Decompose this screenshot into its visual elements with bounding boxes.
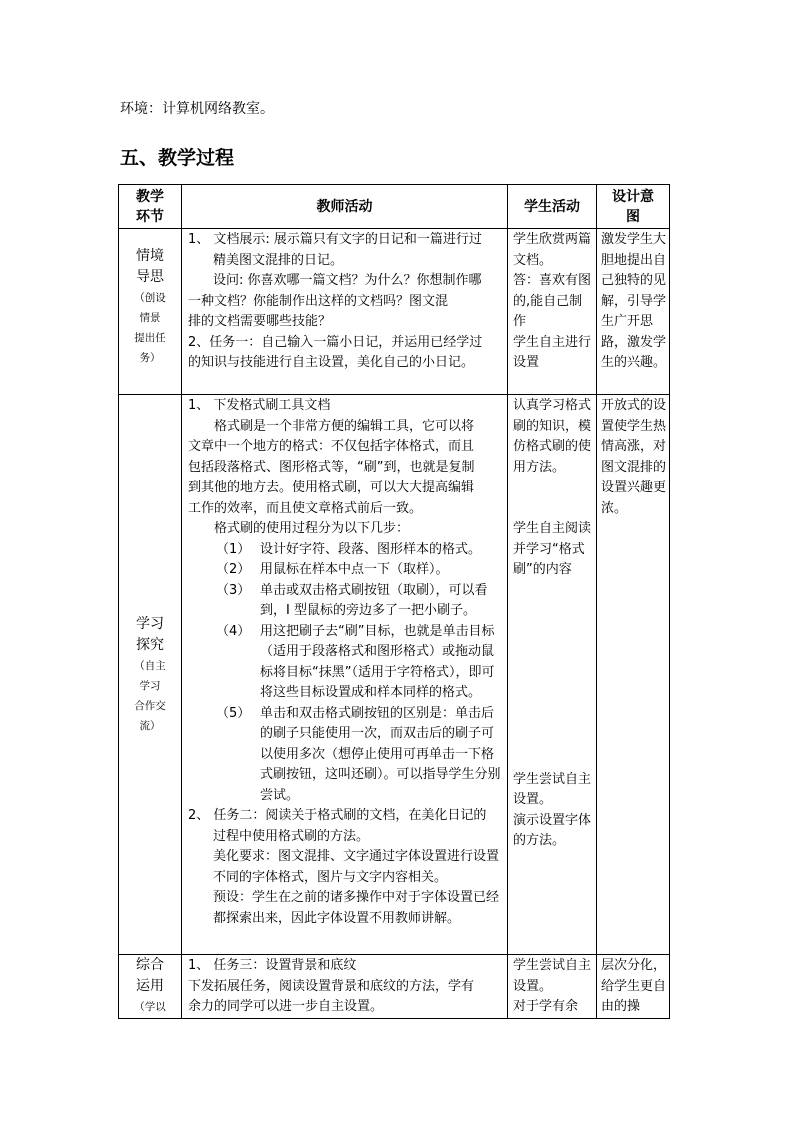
step-item: （5） 单击和双击格式刷按钮的区别是：单击后的刷子只能使用一次，而双击后的刷子可以使用多次（想停止使用可再单击一下格式刷按钮，这叫还刷）。可以指导学生分别尝试。 (216, 705, 501, 803)
stage-cell: 学习 探究 （自主 学习 合作交 流） (119, 395, 182, 955)
student-activity-cell: 认真学习格式刷的知识，模仿格式刷的使用方法。 学生自主阅读并学习“格式刷”的内容 学生尝试自主设置。 演示设置字体的方法。 (508, 395, 597, 955)
teacher-activity-cell: 1、 任务三：设置背景和底纹 下发拓展任务，阅读设置背景和底纹的方法，学有 余力的同学可以进一步自主设置。 (182, 955, 508, 1019)
step-item: （1） 设计好字符、段落、图形样本的格式。 (216, 541, 482, 557)
student-activity-cell: 学生欣赏两篇文档。 答：喜欢有图的,能自己制作 学生自主进行设置 (508, 229, 597, 395)
student-activity-cell: 学生尝试自主设置。 对于学有余 (508, 955, 597, 1019)
teacher-activity-cell: 1、 文档展示: 展示篇只有文字的日记和一篇进行过 精美图文混排的日记。 设问: 你喜欢哪一篇文档？为什么？你想制作哪 一种文档？你能制作出这样的文档吗？图文混 排的文档需要哪些技能？ 2、任务一：自己输入一篇小日记，并运用已经学过 的知识与技能进行自主设置，美化自己的小日记。 (182, 229, 508, 395)
header-student: 学生活动 (508, 185, 597, 229)
design-intent-cell: 激发学生大胆地提出自己独特的见解，引导学生广开思路，激发学生的兴趣。 (597, 229, 670, 395)
table-row (119, 229, 670, 395)
stage-cell: 情境 导思 （创设 情景 提出任 务） (119, 229, 182, 395)
table-row (119, 955, 670, 1019)
header-teacher: 教师活动 (182, 185, 508, 229)
section-heading: 五、教学过程 (120, 147, 235, 169)
header-stage: 教学 环节 (119, 185, 182, 229)
teacher-activity-cell: 1、 下发格式刷工具文档 格式刷是一个非常方便的编辑工具，它可以将 文章中一个地方的格式：不仅包括字体格式，而且 包括段落格式、图形格式等，“刷”到，也就是复制 到其他的地方去。使用格式刷，可以大大提高编辑 工作的效率，而且使文章格式前后一致。 格式刷的使用过程分为以下几步： （1） 设计好字符、段落、图形样本的格式。 （2） 用鼠标在样本中点一下（取样）。 （3） 单击或双击格式刷按钮（取刷），可以看到，I 型鼠标的旁边多了一把小刷子。 （4） 用这把刷子去“刷”目标，也就是单击目标（适用于段落格式和图形格式）或拖动鼠标将目标“抹黑”（适用于字符格式），即可将这些目标设置成和样本同样的格式。 （5） 单击和双击格式刷按钮的区别是：单击后的刷子只能使用一次，而双击后的刷子可以使用多次（想停止使用可再单击一下格式刷按钮，这叫还刷）。可以指导学生分别尝试。 2、 任务二：阅读关于格式刷的文档，在美化日记的 过程中使用格式刷的方法。 美化要求：图文混排、文字通过字体设置进行设置不同的字体格式，图片与文字内容相关。 预设：学生在之前的诸多操作中对于字体设置已经都探索出来，因此字体设置不用教师讲解。 (182, 395, 508, 955)
header-design: 设计意 图 (597, 185, 670, 229)
table-header-row (119, 185, 670, 229)
step-item: （3） 单击或双击格式刷按钮（取刷），可以看到，I 型鼠标的旁边多了一把小刷子。 (216, 582, 488, 618)
step-item: （2） 用鼠标在样本中点一下（取样）。 (216, 562, 449, 577)
table-row (119, 395, 670, 955)
step-item: （4） 用这把刷子去“刷”目标，也就是单击目标（适用于段落格式和图形格式）或拖动鼠标将目标“抹黑”（适用于字符格式），即可将这些目标设置成和样本同样的格式。 (216, 623, 495, 700)
design-intent-cell: 层次分化，给学生更自由的操 (597, 955, 670, 1019)
stage-cell: 综合 运用 （学以 (119, 955, 182, 1019)
teaching-process-table (118, 184, 670, 1019)
environment-text: 环境：计算机网络教室。 (120, 101, 274, 117)
design-intent-cell: 开放式的设置使学生热情高涨，对图文混排的设置兴趣更浓。 (597, 395, 670, 955)
